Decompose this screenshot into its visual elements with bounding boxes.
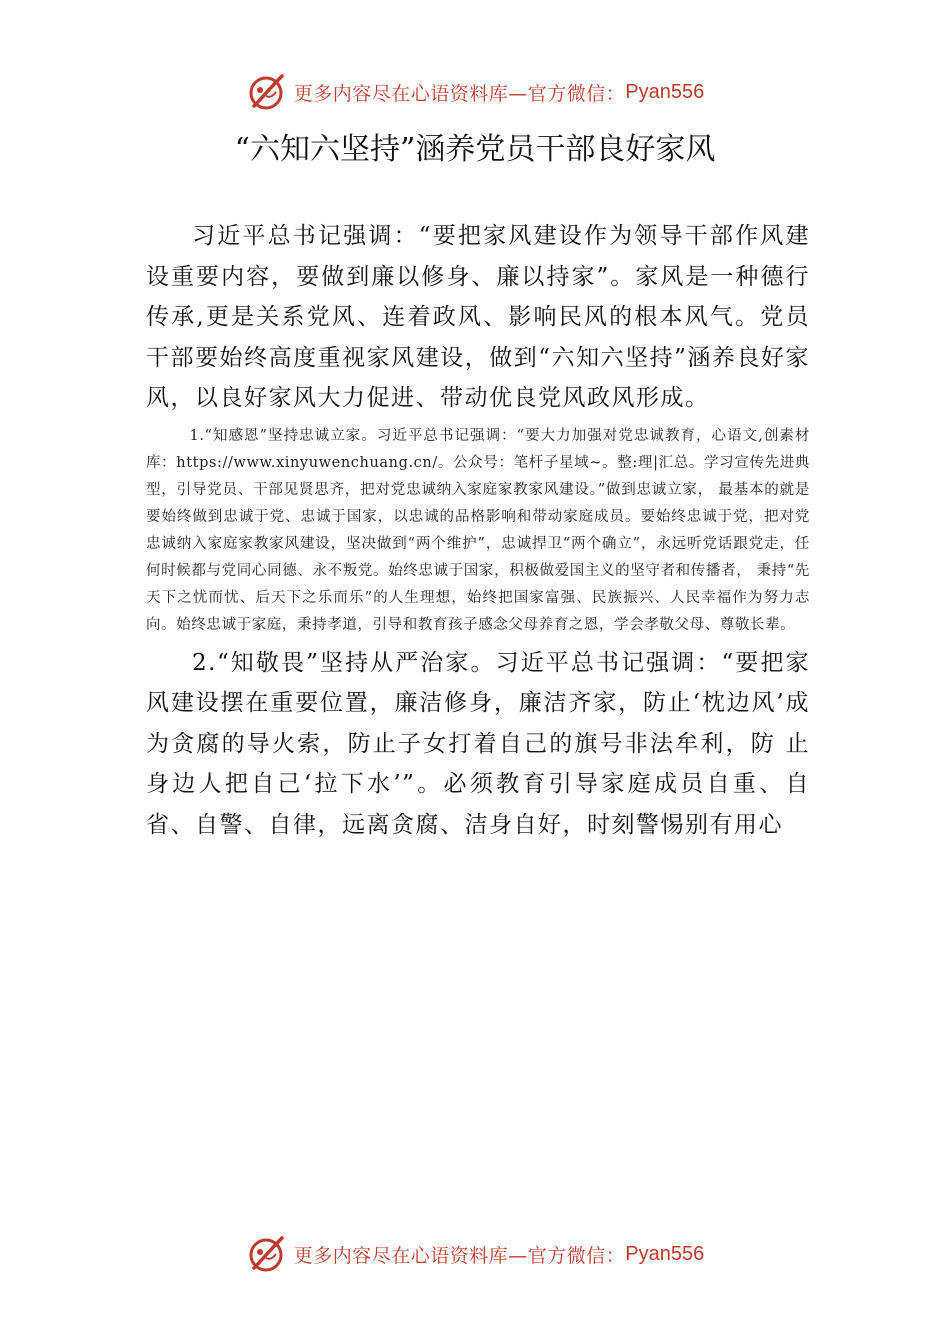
footer-banner [0, 1232, 950, 1276]
document-body [146, 216, 810, 845]
banner-text: 更多内容尽在心语资料库—官方微信： [293, 82, 626, 105]
header-banner [0, 70, 950, 114]
banner-wechat-id: Pyan556 [625, 80, 705, 103]
banner-wechat-id: Pyan556 [625, 1242, 705, 1265]
document-title: “六知六坚持”涵养党员干部良好家风 [234, 132, 716, 167]
paragraph-intro: 习近平总书记强调：“要把家风建设作为领导干部作风建设重要内容，要做到廉以修身、廉以持家”。家风是一种德行传承,更是关系党风、连着政风、影响民风的根本风气。党员干部要始终高度重视家风建设，做到“六知六坚持”涵养良好家风，以良好家风大力促进、带动优良党风政风形成。 [146, 223, 810, 411]
paragraph-section-1: 1.“知感恩”坚持忠诚立家。习近平总书记强调：“要大力加强对党忠诚教育，心语文,创素材库：https://www.xinyuwenchuang.cn/。公众号：笔杆子星域~。整:理|汇总。学习宣传先进典型，引导党员、干部见贤思齐，把对党忠诚纳入家庭家教家风建设。”做到忠诚立家， 最基本的就是要始终做到忠诚于党、忠诚于国家，以忠诚的品格影响和带动家庭成员。要始终忠诚于党，把对党忠诚纳入家庭家教家风建设，坚决做到“两个维护”，忠诚捍卫“两个确立”，永远听党话跟党走，任何时候都与党同心同德、永不叛党。始终忠诚于国家，积极做爱国主义的坚守者和传播者， 秉持“先天下之忧而忧、后天下之乐而乐”的人生理想，始终把国家富强、民族振兴、人民幸福作为努力志向。始终忠诚于家庭，秉持孝道，引导和教育孩子感念父母养育之恩，学会孝敬父母、尊敬长辈。 [146, 427, 810, 633]
banner-text: 更多内容尽在心语资料库—官方微信： [293, 1244, 626, 1267]
paragraph-section-2: 2.“知敬畏”坚持从严治家。习近平总书记强调：“要把家风建设摆在重要位置，廉洁修身，廉洁齐家，防止‘枕边风’成为贪腐的导火索，防止子女打着自己的旗号非法牟利，防 止身边人把自己‘拉下水’”。必须教育引导家庭成员自重、自 省、自警、自律，远离贪腐、洁身自好，时刻警惕别有用心 [146, 649, 810, 838]
brush-circle-logo-icon [246, 1234, 286, 1274]
brush-circle-logo-icon [246, 72, 286, 112]
